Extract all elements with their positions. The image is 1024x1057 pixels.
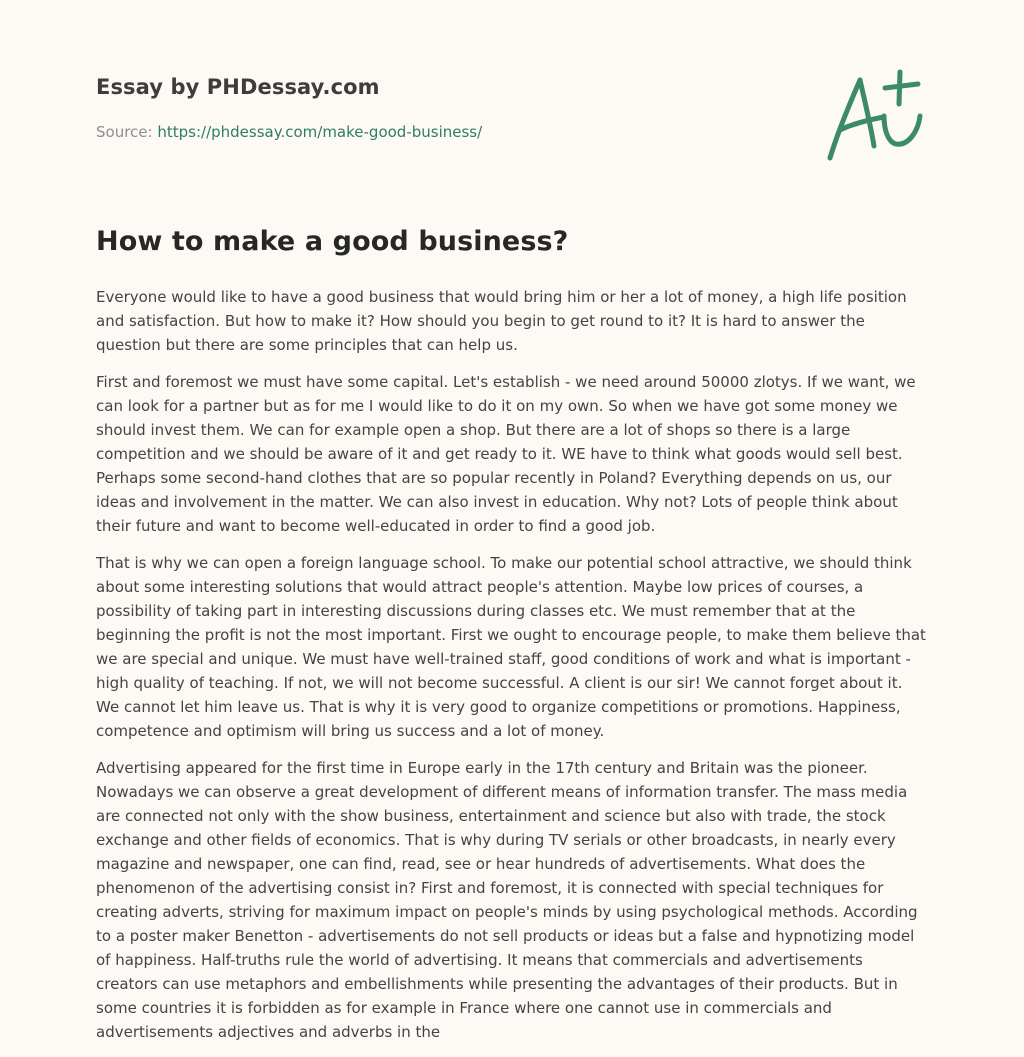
a-plus-grade-icon bbox=[818, 66, 930, 166]
article-title: How to make a good business? bbox=[96, 226, 569, 257]
paragraph: First and foremost we must have some capital. Let's establish - we need around 50000 zlotys. If we want, we can look for a partner but as for me I would like to do it on my own. So when we have got some money we should invest them. We can for example open a shop. But there are a lot of shops so there is a large competition and we should be aware of it and get ready to it. WE have to think what goods would sell best. Perhaps some second-hand clothes that are so popular recently in Poland? Everything depends on us, our ideas and involvement in the matter. We can also invest in education. Why not? Lots of people think about their future and want to become well-educated in order to find a good job. bbox=[96, 373, 916, 535]
article bbox=[96, 226, 928, 1057]
paragraph: Advertising appeared for the first time in Europe early in the 17th century and Britain was the pioneer. Nowadays we can observe a great development of different means of information transfer. The mass media are connected not only with the show business, entertainment and science but also with trade, the stock exchange and other fields of economics. That is why during TV serials or other broadcasts, in nearly every magazine and newspaper, one can find, read, see or hear hundreds of advertisements. What does the phenomenon of the advertising consist in? First and foremost, it is connected with special techniques for creating adverts, striving for maximum impact on people's minds by using psychological methods. According to a poster maker Benetton - advertisements do not sell products or ideas but a false and hypnotizing model of happiness. Half-truths rule the world of advertising. It means that commercials and advertisements creators can use metaphors and embellishments while presenting the advantages of their products. But in some countries it is forbidden as for example in France where one cannot use in commercials and advertisements adjectives and adverbs in the bbox=[96, 759, 918, 1041]
source-line bbox=[96, 123, 696, 141]
source-link[interactable]: https://phdessay.com/make-good-business/ bbox=[157, 123, 483, 141]
page-header bbox=[96, 75, 696, 141]
source-label: Source: bbox=[96, 123, 153, 141]
paragraph: That is why we can open a foreign language school. To make our potential school attractive, we should think about some interesting solutions that would attract people's attention. Maybe low prices of courses, a possibility of taking part in interesting discussions during classes etc. We must remember that at the beginning the profit is not the most important. First we ought to encourage people, to make them believe that we are special and unique. We must have well-trained staff, good conditions of work and what is important - high quality of teaching. If not, we will not become successful. A client is our sir! We cannot forget about it. We cannot let him leave us. That is why it is very good to organize competitions or promotions. Happiness, competence and optimism will bring us success and a lot of money. bbox=[96, 554, 926, 740]
site-brand: Essay by PHDessay.com bbox=[96, 75, 380, 99]
article-body bbox=[96, 285, 928, 1044]
paragraph: Everyone would like to have a good business that would bring him or her a lot of money, a high life position and satisfaction. But how to make it? How should you begin to get round to it? It is hard to answer the question but there are some principles that can help us. bbox=[96, 288, 907, 354]
